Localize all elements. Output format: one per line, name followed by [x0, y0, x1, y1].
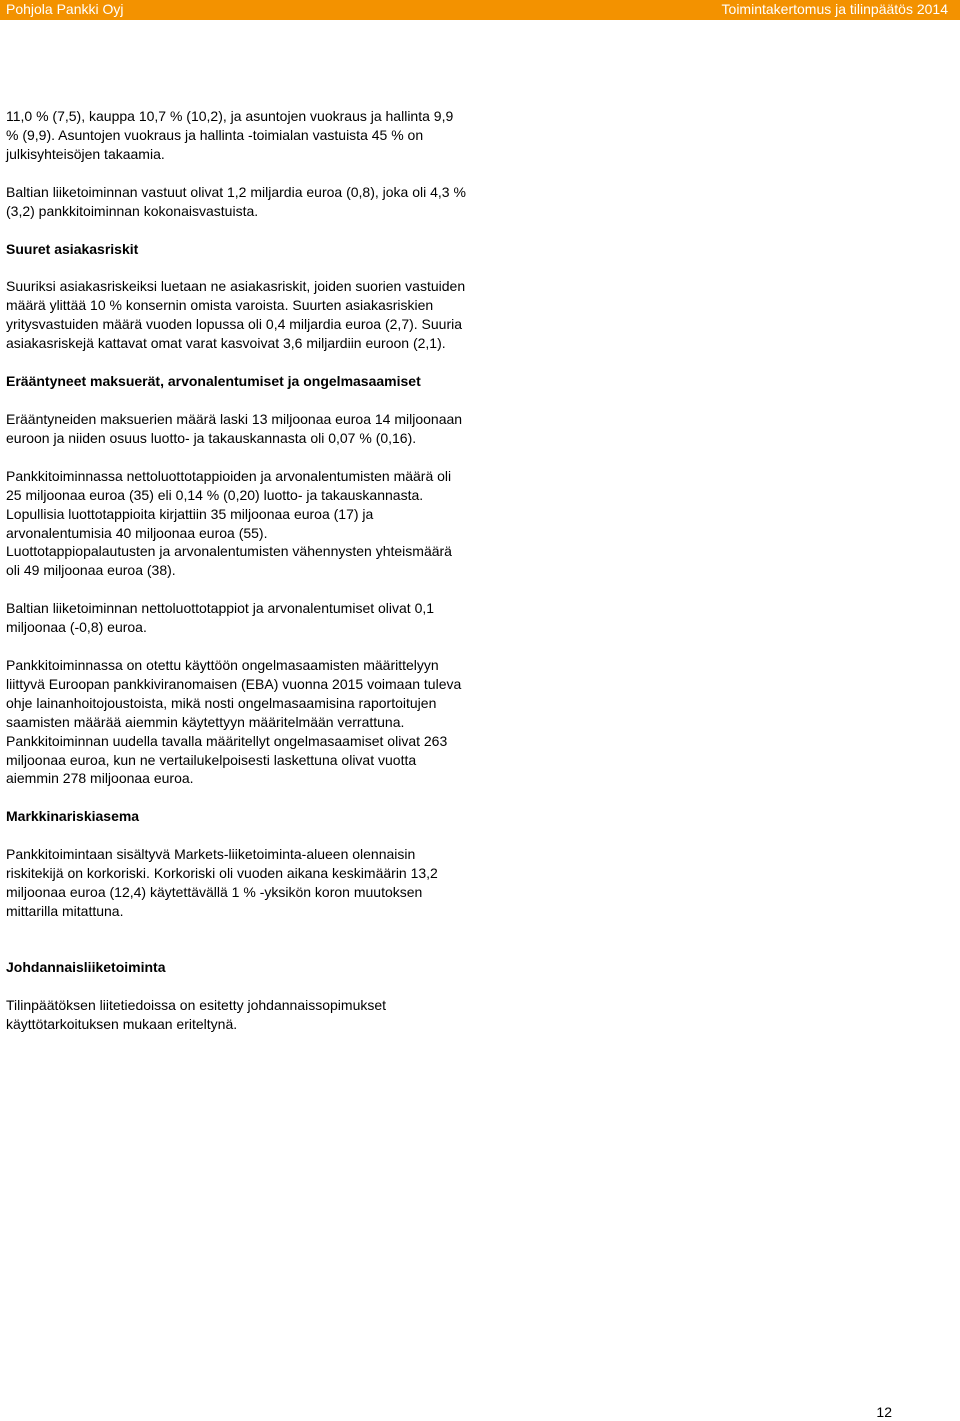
paragraph-market-risk: Pankkitoimintaan sisältyvä Markets-liiketoiminta-alueen olennaisin riskitekijä on korkoriski. Korkoriski oli vuoden aikana keskimäärin 13,2 miljoonaa euroa (12,4) käytettävällä 1 % -yksikön koron muutoksen mittarilla mitattuna.: [6, 846, 438, 919]
paragraph-derivatives: Tilinpäätöksen liitetiedoissa on esitetty johdannaissopimukset käyttötarkoituksen mukaan eriteltynä.: [6, 996, 387, 1032]
paragraph-eba-1: Pankkitoiminnassa on otettu käyttöön ongelmasaamisten määrittelyyn liittyvä Euroopan pankkiviranomaisen (EBA) vuonna 2015 voimaan tuleva ohje lainanhoitojoustoista, mikä nosti ongelmasaamisina raportoitujen saamisten määrää aiemmin käytettyyn määritelmään verrattuna.: [6, 657, 462, 730]
paragraph-impairments-2: Luottotappiopalautusten ja arvonalentumisten vähennysten yhteismäärä oli 49 miljoonaa euroa (38).: [6, 543, 452, 579]
impairments-block: [6, 467, 466, 580]
paragraph-past-due: Erääntyneiden maksuerien määrä laski 13 miljoonaa euroa 14 miljoonaan euroon ja niiden osuus luotto- ja takauskannasta oli 0,07 % (0,16).: [6, 410, 463, 446]
page-number: 12: [876, 1404, 892, 1420]
paragraph-baltic-exposure: Baltian liiketoiminnan vastuut olivat 1,2 miljardia euroa (0,8), joka oli 4,3 % (3,2) pankkitoiminnan kokonaisvastuista.: [6, 183, 466, 219]
report-title: Toimintakertomus ja tilinpäätös 2014: [721, 1, 948, 17]
paragraph-impairments-1: Pankkitoiminnassa nettoluottotappioiden ja arvonalentumisten määrä oli 25 miljoonaa euroa (35) eli 0,14 % (0,20) luotto- ja takauskannasta. Lopullisia luottotappioita kirjattiin 35 miljoonaa euroa (17) ja arvonalentumisia 40 miljoonaa euroa (55).: [6, 467, 452, 541]
heading-market-risk: Markkinariskiasema: [6, 808, 140, 825]
document-body: [6, 107, 466, 1053]
paragraph-eba-2: Pankkitoiminnan uudella tavalla määritellyt ongelmasaamiset olivat 263 miljoonaa euroa, kun ne vertailukelpoisesti laskettuna olivat vuotta aiemmin 278 miljoonaa euroa.: [6, 732, 448, 787]
heading-derivatives: Johdannaisliiketoiminta: [6, 958, 166, 975]
heading-large-risks: Suuret asiakasriskit: [6, 240, 139, 257]
heading-past-due: Erääntyneet maksuerät, arvonalentumiset ja ongelmasaamiset: [6, 373, 421, 390]
paragraph-large-risks: Suuriksi asiakasriskeiksi luetaan ne asiakasriskit, joiden suorien vastuiden määrä ylittää 10 % konsernin omista varoista. Suurten asiakasriskien yritysvastuiden määrä vuoden lopussa oli 0,4 miljardia euroa (2,7). Suuria asiakasriskejä kattavat omat varat kasvoivat 3,6 miljardiin euroon (2,1).: [6, 278, 466, 352]
paragraph-intro: 11,0 % (7,5), kauppa 10,7 % (10,2), ja asuntojen vuokraus ja hallinta 9,9 % (9,9). Asuntojen vuokraus ja hallinta -toimialan vastuista 45 % on julkisyhteisöjen takaamia.: [6, 108, 454, 162]
header-bar: [0, 0, 960, 20]
paragraph-baltic-losses: Baltian liiketoiminnan nettoluottotappiot ja arvonalentumiset olivat 0,1 miljoonaa (-0,8) euroa.: [6, 600, 435, 636]
eba-block: [6, 656, 466, 788]
company-name: Pohjola Pankki Oyj: [6, 1, 124, 17]
